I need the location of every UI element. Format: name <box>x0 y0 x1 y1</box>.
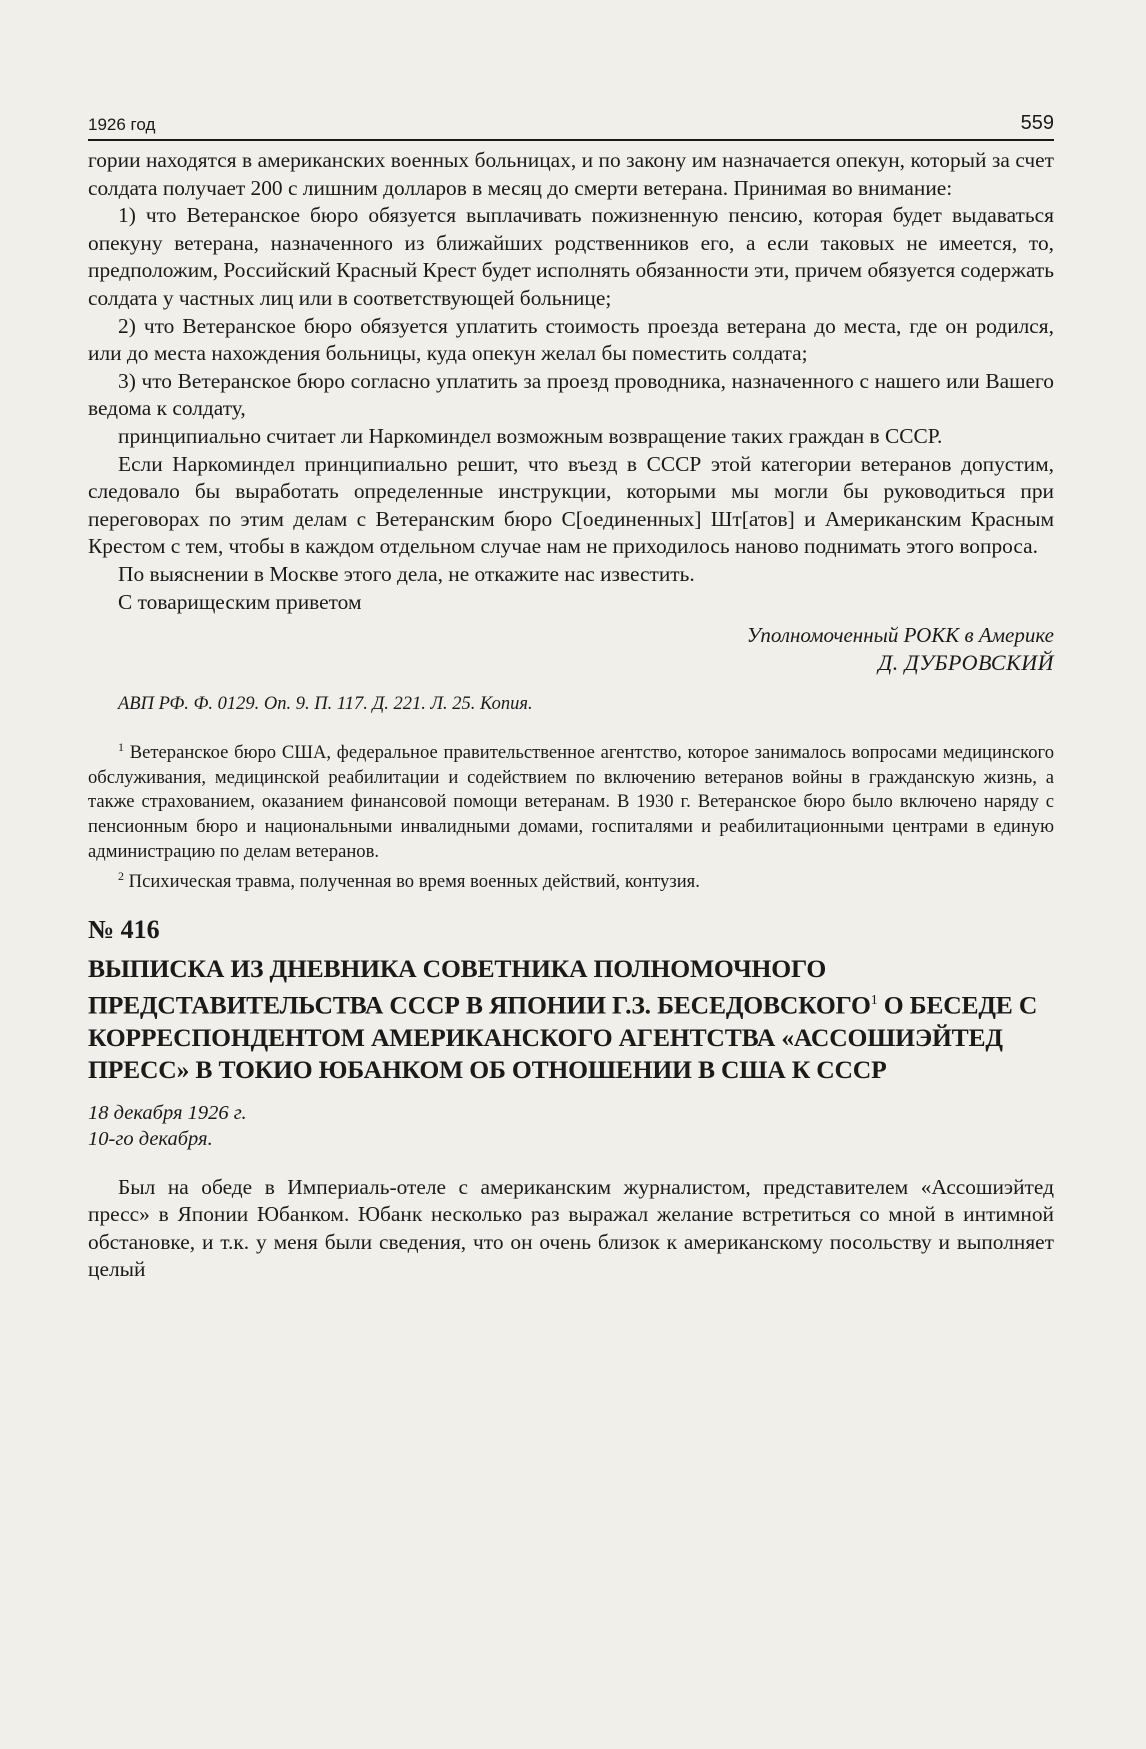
signature-name: Д. ДУБРОВСКИЙ <box>878 650 1054 676</box>
diary-entry-date: 10-го декабря. <box>88 1127 213 1150</box>
document-title <box>88 953 1054 1086</box>
diary-paragraph: Был на обеде в Империаль-отеле с американским журналистом, представителем «Ассошиэйтед пресс» в Японии Юбанком. Юбанк несколько раз выражал желание встретиться со мной в интимной обстановке, и т.к. у меня были сведения, что он очень близок к американскому посольству и выполняет целый <box>88 1174 1054 1282</box>
document-title-part1: ВЫПИСКА ИЗ ДНЕВНИКА СОВЕТНИКА ПОЛНОМОЧНОГО ПРЕДСТАВИТЕЛЬСТВА СССР В ЯПОНИИ Г.З. БЕСЕДОВСКОГО <box>88 954 871 1020</box>
paragraph-point-1: 1) что Ветеранское бюро обязуется выплачивать пожизненную пенсию, которая будет выдаваться опекуну ветерана, назначенного из ближайших родственников его, а если таковых не имеется, то, предположим, Российский Красный Крест будет исполнять обязанности эти, причем обязуется содержать солдата у частных лиц или в соответствующей больнице; <box>88 203 1054 310</box>
archive-reference: АВП РФ. Ф. 0129. Оп. 9. П. 117. Д. 221. Л. 25. Копия. <box>118 694 533 715</box>
running-header <box>88 112 1054 141</box>
paragraph-request: По выяснении в Москве этого дела, не откажите нас известить. <box>118 561 695 586</box>
paragraph-continuation: гории находятся в американских военных больницах, и по закону им назначается опекун, который за счет солдата получает 200 с лишним долларов в месяц до смерти ветерана. Принимая во внимание: <box>88 148 1054 200</box>
paragraph-instructions: Если Наркоминдел принципиально решит, что въезд в СССР этой категории ветеранов допустим, следовало бы выработать определенные инструкции, которыми мы могли бы руководиться при переговорах по этим делам с Ветеранским бюро С[оединенных] Шт[атов] и Американским Красным Крестом с тем, чтобы в каждом отдельном случае нам не приходилось наново поднимать этого вопроса. <box>88 451 1054 559</box>
paragraph-point-2: 2) что Ветеранское бюро обязуется уплатить стоимость проезда ветерана до места, где он родился, или до места нахождения больницы, куда опекун желал бы поместить солдата; <box>88 313 1054 366</box>
diary-body <box>88 1174 1054 1284</box>
header-year: 1926 год <box>88 115 156 134</box>
footnote-mark: 1 <box>118 740 124 755</box>
signature-title: Уполномоченный РОКК в Америке <box>746 623 1054 648</box>
signature-block <box>88 622 1054 676</box>
footnote-1 <box>88 735 1054 864</box>
paragraph-question: принципиально считает ли Наркоминдел возможным возвращение таких граждан в СССР. <box>118 423 943 448</box>
document-date: 18 декабря 1926 г. <box>88 1101 247 1124</box>
document-page <box>88 112 1054 1284</box>
title-footnote-mark: 1 <box>870 993 878 1009</box>
footnote-2 <box>88 864 1054 895</box>
document-dates <box>88 1100 1054 1152</box>
document-title-part2: О БЕСЕДЕ С КОРРЕСПОНДЕНТОМ АМЕРИКАНСКОГО АГЕНТСТВА «АССОШИЭЙТЕД ПРЕСС» В ТОКИО ЮБАНКОМ ОБ ОТНОШЕНИИ В США К СССР <box>88 990 1038 1084</box>
paragraph-greeting: С товарищеским приветом <box>118 589 362 614</box>
footnote-text: Психическая травма, полученная во время военных действий, контузия. <box>128 871 700 893</box>
footnote-mark: 2 <box>118 869 124 884</box>
document-number: № 416 <box>88 915 160 945</box>
page-number: 559 <box>1020 112 1054 134</box>
footnotes <box>88 735 1054 895</box>
footnote-text: Ветеранское бюро США, федеральное правительственное агентство, которое занималось вопросами медицинского обслуживания, медицинской реабилитации и содействием по включению ветеранов войны в гражданскую жизнь, а также страхованием, оказанием финансовой помощи ветеранам. В 1930 г. Ветеранское бюро было включено наряду с пенсионным бюро и национальными инвалидными домами, госпиталями и реабилитационными центрами в единую администрацию по делам ветеранов. <box>88 742 1054 862</box>
letter-body <box>88 147 1054 616</box>
paragraph-point-3: 3) что Ветеранское бюро согласно уплатить за проезд проводника, назначенного с нашего или Вашего ведома к солдату, <box>88 368 1054 421</box>
